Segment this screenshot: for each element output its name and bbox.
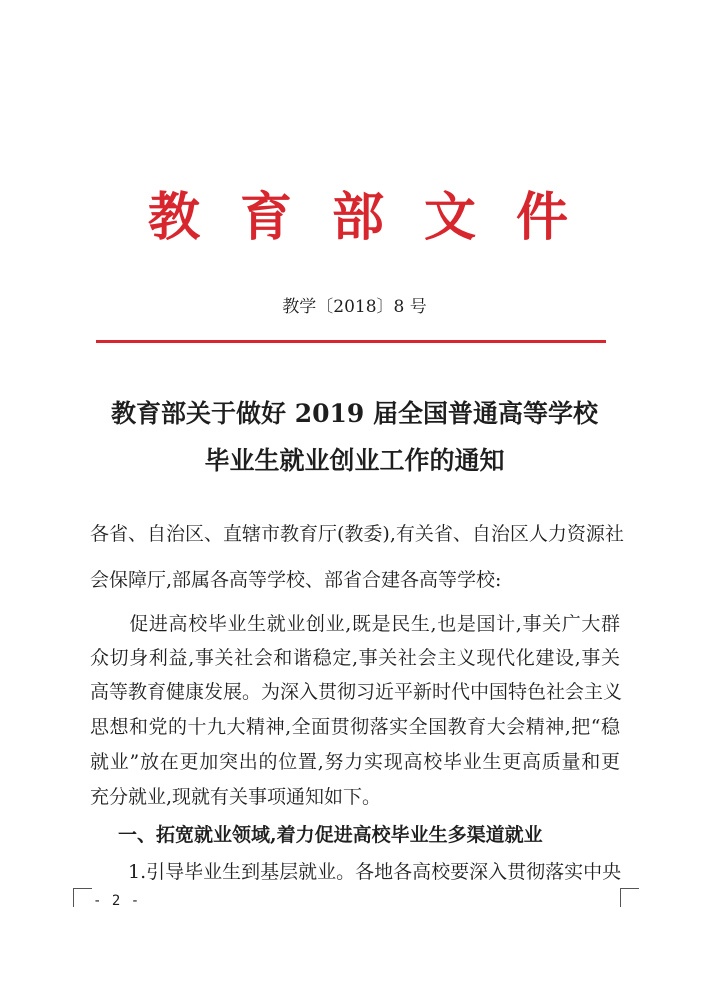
body-line: 会保障厅,部属各高等学校、部省合建各高等学校: [90,569,502,591]
masthead [148,188,568,248]
section-heading: 一、拓宽就业领域,着力促进高校毕业生多渠道就业 [118,824,543,846]
crop-mark-left [73,888,92,907]
red-divider-line [96,340,606,343]
document-number: 教学〔2018〕8 号 [282,297,427,317]
masthead-char: 文 [423,187,476,248]
title-line-1: 教育部关于做好 2019 届全国普通高等学校 [111,399,598,428]
crop-mark-right [620,888,639,907]
body-line: 促进高校毕业生就业创业,既是民生,也是国计,事关广大群 [90,613,620,635]
masthead-char: 教 [148,187,201,248]
body-line: 众切身利益,事关社会和谐稳定,事关社会主义现代化建设,事关 [90,647,620,669]
body-line: 1.引导毕业生到基层就业。各地各高校要深入贯彻落实中央 [90,861,622,883]
body-line: 充分就业,现就有关事项通知如下。 [90,786,382,808]
body-line: 思想和党的十九大精神,全面贯彻落实全国教育大会精神,把“稳 [90,716,620,738]
masthead-char: 育 [239,187,292,248]
page-number: - 2 - [93,893,141,909]
title-line-2: 毕业生就业创业工作的通知 [204,446,505,475]
body-line: 高等教育健康发展。为深入贯彻习近平新时代中国特色社会主义 [90,681,623,703]
masthead-char: 件 [515,187,568,248]
body-line: 各省、自治区、直辖市教育厅(教委),有关省、自治区人力资源社 [90,523,624,545]
body-line: 就业”放在更加突出的位置,努力实现高校毕业生更高质量和更 [90,751,620,773]
masthead-char: 部 [331,187,384,248]
